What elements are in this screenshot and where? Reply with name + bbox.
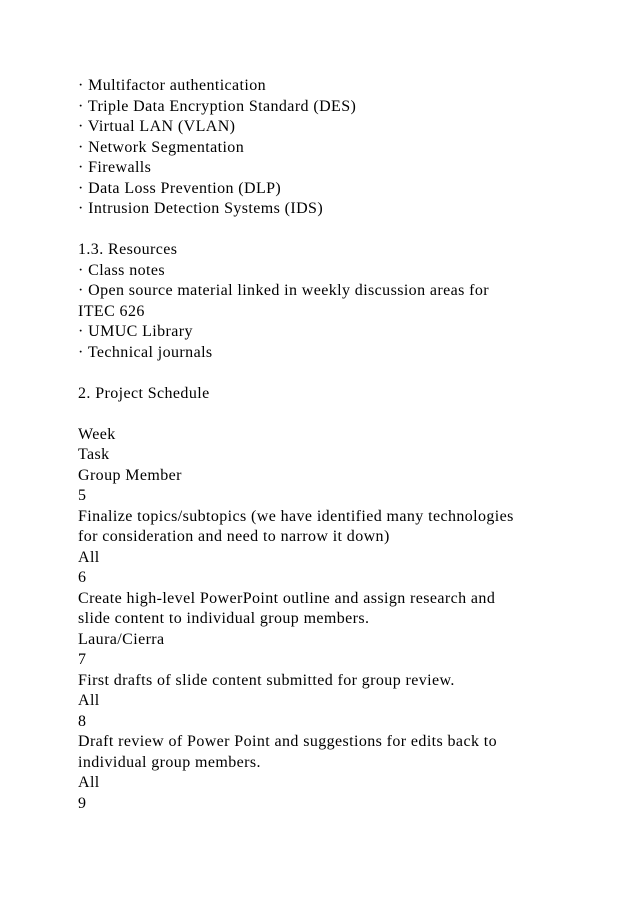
week-cell: 6 xyxy=(78,569,87,586)
table-row xyxy=(78,486,618,568)
task-cell-line: for consideration and need to narrow it down) xyxy=(78,528,390,545)
list-item: · Network Segmentation xyxy=(78,138,245,156)
week-cell: 9 xyxy=(78,794,87,812)
week-cell: 5 xyxy=(78,487,87,504)
task-cell-line: individual group members. xyxy=(78,753,261,771)
list-item: · Multifactor authentication xyxy=(78,77,267,94)
schedule-table xyxy=(78,425,618,815)
column-header-week: Week xyxy=(78,425,116,443)
list-item-continuation: ITEC 626 xyxy=(78,302,145,320)
spacer xyxy=(78,404,618,425)
member-cell: All xyxy=(78,692,100,709)
technology-list xyxy=(78,76,618,220)
table-row xyxy=(78,794,618,815)
member-cell: Laura/Cierra xyxy=(78,630,165,648)
task-cell-line: slide content to individual group members. xyxy=(78,610,370,627)
list-item: · Firewalls xyxy=(78,159,152,176)
section-heading: 1.3. Resources xyxy=(78,241,178,258)
section-heading: 2. Project Schedule xyxy=(78,384,210,402)
list-item: · Open source material linked in weekly discussion areas for xyxy=(78,282,489,299)
spacer xyxy=(78,363,618,384)
table-row xyxy=(78,712,618,794)
task-cell-line: First drafts of slide content submitted for group review. xyxy=(78,671,455,689)
task-cell-line: Finalize topics/subtopics (we have identified many technologies xyxy=(78,507,514,525)
table-row xyxy=(78,650,618,712)
column-header-task: Task xyxy=(78,446,110,463)
spacer xyxy=(78,220,618,241)
task-cell-line: Create high-level PowerPoint outline and assign research and xyxy=(78,589,496,607)
list-item: · Intrusion Detection Systems (IDS) xyxy=(78,200,324,217)
document-page xyxy=(78,76,618,814)
table-row xyxy=(78,568,618,650)
week-cell: 7 xyxy=(78,651,87,668)
list-item: · Class notes xyxy=(78,261,165,279)
list-item: · Data Loss Prevention (DLP) xyxy=(78,179,282,197)
list-item: · Triple Data Encryption Standard (DES) xyxy=(78,97,357,115)
task-cell-line: Draft review of Power Point and suggestions for edits back to xyxy=(78,733,497,750)
list-item: · UMUC Library xyxy=(78,323,193,340)
member-cell: All xyxy=(78,548,100,566)
column-header-member: Group Member xyxy=(78,466,182,484)
list-item: · Virtual LAN (VLAN) xyxy=(78,118,236,135)
list-item: · Technical journals xyxy=(78,343,213,361)
week-cell: 8 xyxy=(78,712,87,730)
member-cell: All xyxy=(78,774,100,791)
resources-section xyxy=(78,240,618,363)
